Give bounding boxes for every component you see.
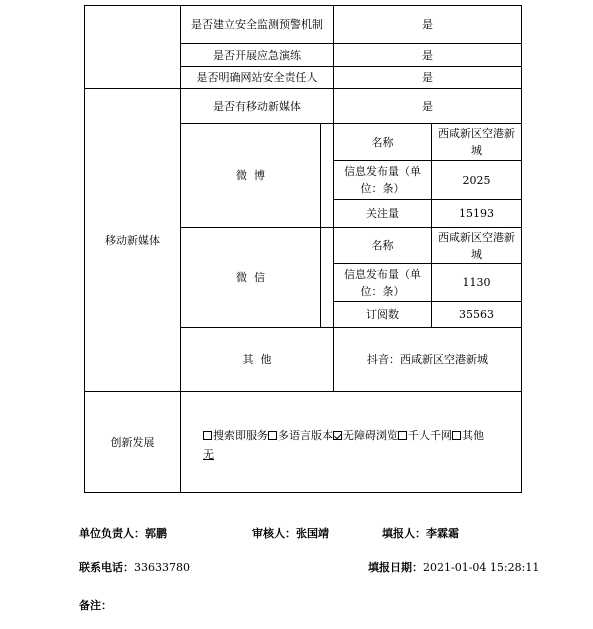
has-media-value: 是 xyxy=(422,99,433,113)
filler: 填报人：李霖霜 xyxy=(382,527,459,540)
weibo-name-label: 名称 xyxy=(371,135,394,149)
wechat-name-value: 西咸新区空港新城 xyxy=(438,230,515,261)
weibo-label: 微 博 xyxy=(236,169,265,182)
unit-head: 单位负责人：郭鹏 xyxy=(79,527,167,540)
drill-value: 是 xyxy=(422,48,433,62)
weibo-name-value: 西咸新区空港新城 xyxy=(438,127,515,157)
weibo-followers-value: 15193 xyxy=(459,207,494,220)
other-label: 其 他 xyxy=(242,353,272,366)
weibo-posts-label: 信息发布量（单位：条） xyxy=(344,165,421,195)
innovation-options xyxy=(203,426,525,464)
option-other[interactable]: 其他 xyxy=(452,429,484,442)
mobile-media-label: 移动新媒体 xyxy=(105,233,160,247)
reviewer: 审核人：张国靖 xyxy=(252,527,329,540)
checkbox-icon xyxy=(203,431,212,440)
monitoring-value: 是 xyxy=(422,18,433,31)
option-multilingual[interactable]: 多语言版本 xyxy=(268,429,333,442)
has-media-label: 是否有移动新媒体 xyxy=(213,99,301,113)
checkbox-checked-icon xyxy=(333,431,342,440)
option-personalized[interactable]: 千人千网 xyxy=(398,429,452,442)
innovation-extra: 无 xyxy=(203,448,214,461)
contact-phone: 联系电话：33633780 xyxy=(79,561,190,574)
other-value: 抖音：西咸新区空港新城 xyxy=(367,353,488,366)
report-date: 填报日期：2021-01-04 15:28:11 xyxy=(368,561,540,574)
checkbox-icon xyxy=(398,431,407,440)
weibo-posts-value: 2025 xyxy=(462,173,491,187)
wechat-subs-value: 35563 xyxy=(459,308,494,321)
wechat-posts-label: 信息发布量（单位：条） xyxy=(344,267,421,298)
wechat-subs-label: 订阅数 xyxy=(366,308,399,321)
checkbox-icon xyxy=(452,431,461,440)
drill-label: 是否开展应急演练 xyxy=(213,48,301,62)
checkbox-icon xyxy=(268,431,277,440)
option-accessibility[interactable]: 无障碍浏览 xyxy=(333,429,398,442)
wechat-name-label: 名称 xyxy=(371,239,394,252)
wechat-posts-value: 1130 xyxy=(462,276,491,289)
responsible-label: 是否明确网站安全责任人 xyxy=(196,71,318,84)
option-search-service[interactable]: 搜索即服务 xyxy=(203,429,268,442)
innovation-label: 创新发展 xyxy=(110,435,155,449)
monitoring-label: 是否建立安全监测预警机制 xyxy=(191,18,323,31)
weibo-followers-label: 关注量 xyxy=(366,207,399,220)
wechat-label: 微 信 xyxy=(236,271,265,284)
responsible-value: 是 xyxy=(422,71,433,84)
remarks-label: 备注： xyxy=(79,599,112,612)
